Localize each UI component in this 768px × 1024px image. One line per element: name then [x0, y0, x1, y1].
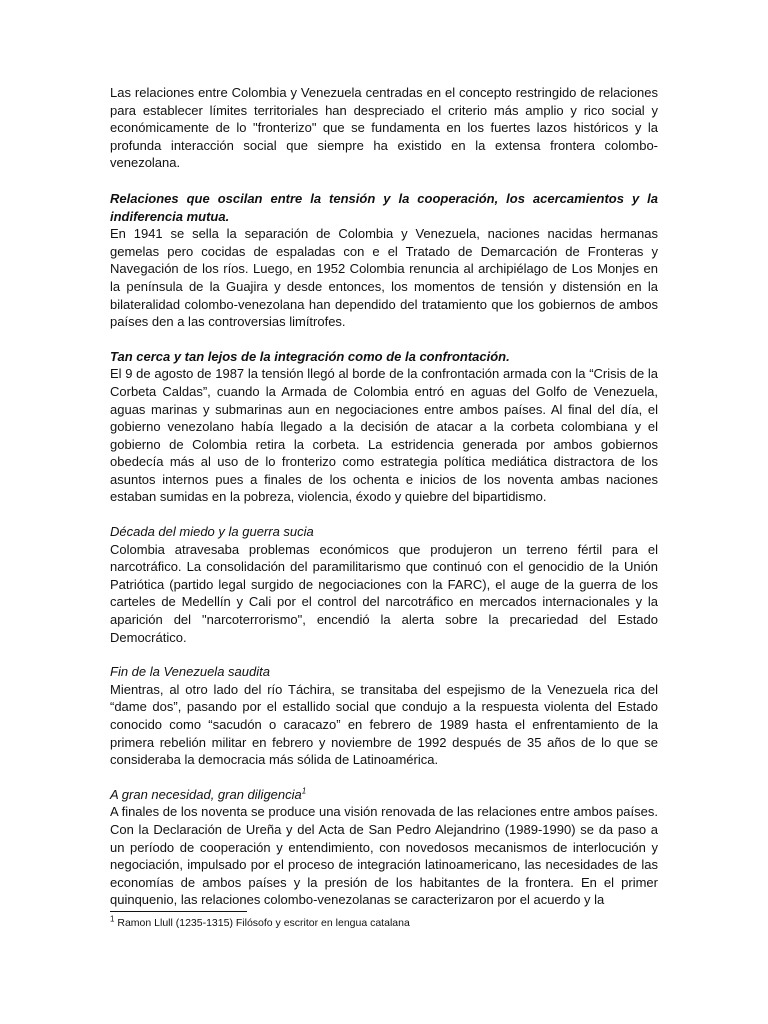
- section-heading-text: A gran necesidad, gran diligencia: [110, 786, 302, 802]
- intro-paragraph: Las relaciones entre Colombia y Venezuela centradas en el concepto restringido de relaciones para establecer límites territoriales han despreciado el criterio más amplio y rico social y económicamente de lo "fronterizo" que se fundamenta en los fuertes lazos históricos y la profunda interacción social que siempre ha existido en la extensa frontera colombo-venezolana.: [110, 85, 658, 171]
- section-gran-necesidad: [110, 786, 658, 909]
- footnote-text: Ramon Llull (1235-1315) Filósofo y escritor en lengua catalana: [117, 916, 410, 929]
- footnote: [110, 916, 658, 930]
- section-tan-cerca: [110, 348, 658, 506]
- section-relaciones: [110, 190, 658, 331]
- section-body: Mientras, al otro lado del río Táchira, se transitaba del espejismo de la Venezuela rica del “dame dos”, pasando por el estallido social que condujo a la respuesta violenta del Estado conocido como “sacudón o caracazo” en febrero de 1989 hasta el enfrentamiento de la primera rebelión militar en febrero y noviembre de 1992 después de 35 años de lo que se consideraba la democracia más sólida de Latinoamérica.: [110, 681, 658, 768]
- section-heading: Tan cerca y tan lejos de la integración como de la confrontación.: [110, 348, 510, 364]
- section-heading: Fin de la Venezuela saudita: [110, 664, 270, 680]
- footnote-reference: 1: [301, 786, 307, 796]
- section-heading: Década del miedo y la guerra sucia: [110, 524, 314, 540]
- section-fin-venezuela-saudita: [110, 663, 658, 769]
- section-body: A finales de los noventa se produce una visión renovada de las relaciones entre ambos países. Con la Declaración de Ureña y del Acta de San Pedro Alejandrino (1989-1990) se da paso a un período de cooperación y entendimiento, con novedosos mecanismos de interlocución y negociación, impulsado por el proceso de integración latinoamericano, las necesidades de las economías de ambos países y la presión de los habitantes de la frontera. En el primer quinquenio, las relaciones colombo-venezolanas se caracterizaron por el acuerdo y la: [110, 804, 658, 908]
- section-body: El 9 de agosto de 1987 la tensión llegó al borde de la confrontación armada con la “Crisis de la Corbeta Caldas”, cuando la Armada de Colombia entró en aguas del Golfo de Venezuela, aguas marinas y submarinas aun en negociaciones entre ambos países. Al final del día, el gobierno venezolano había llegado a la decisión de atacar a la corbeta colombiana y el gobierno de Colombia retira la corbeta. La estridencia generada por ambos gobiernos obedecía más al uso de lo fronterizo como estrategia política mediática distractora de los asuntos internos pues a finales de los ochenta e inicios de los noventa ambas naciones estaban sumidas en la pobreza, violencia, éxodo y quiebre del bipartidismo.: [110, 366, 658, 505]
- section-decada-del-miedo: [110, 523, 658, 646]
- section-body: Colombia atravesaba problemas económicos que produjeron un terreno fértil para el narcotráfico. La consolidación del paramilitarismo que continuó con el genocidio de la Unión Patriótica (partido legal surgido de negociaciones con la FARC), el auge de la guerra de los carteles de Medellín y Cali por el control del narcotráfico en mercados internacionales y la aparición del "narcoterrorismo", encendió la alerta sobre la precariedad del Estado Democrático.: [110, 541, 658, 645]
- footnote-separator: [110, 911, 247, 912]
- section-heading: Relaciones que oscilan entre la tensión y la cooperación, los acercamientos y la indiferencia mutua.: [110, 190, 658, 224]
- footnote-marker: 1: [110, 914, 115, 924]
- section-body: En 1941 se sella la separación de Colombia y Venezuela, naciones nacidas hermanas gemelas pero cocidas de espaladas con e el Tratado de Demarcación de Fronteras y Navegación de los ríos. Luego, en 1952 Colombia renuncia al archipiélago de Los Monjes en la península de la Guajira y desde entonces, los momentos de tensión y distensión en la bilateralidad colombo-venezolana han dependido del tratamiento que los gobiernos de ambos países den a las controversias limítrofes.: [110, 226, 658, 330]
- section-heading-with-footnote: [110, 786, 658, 804]
